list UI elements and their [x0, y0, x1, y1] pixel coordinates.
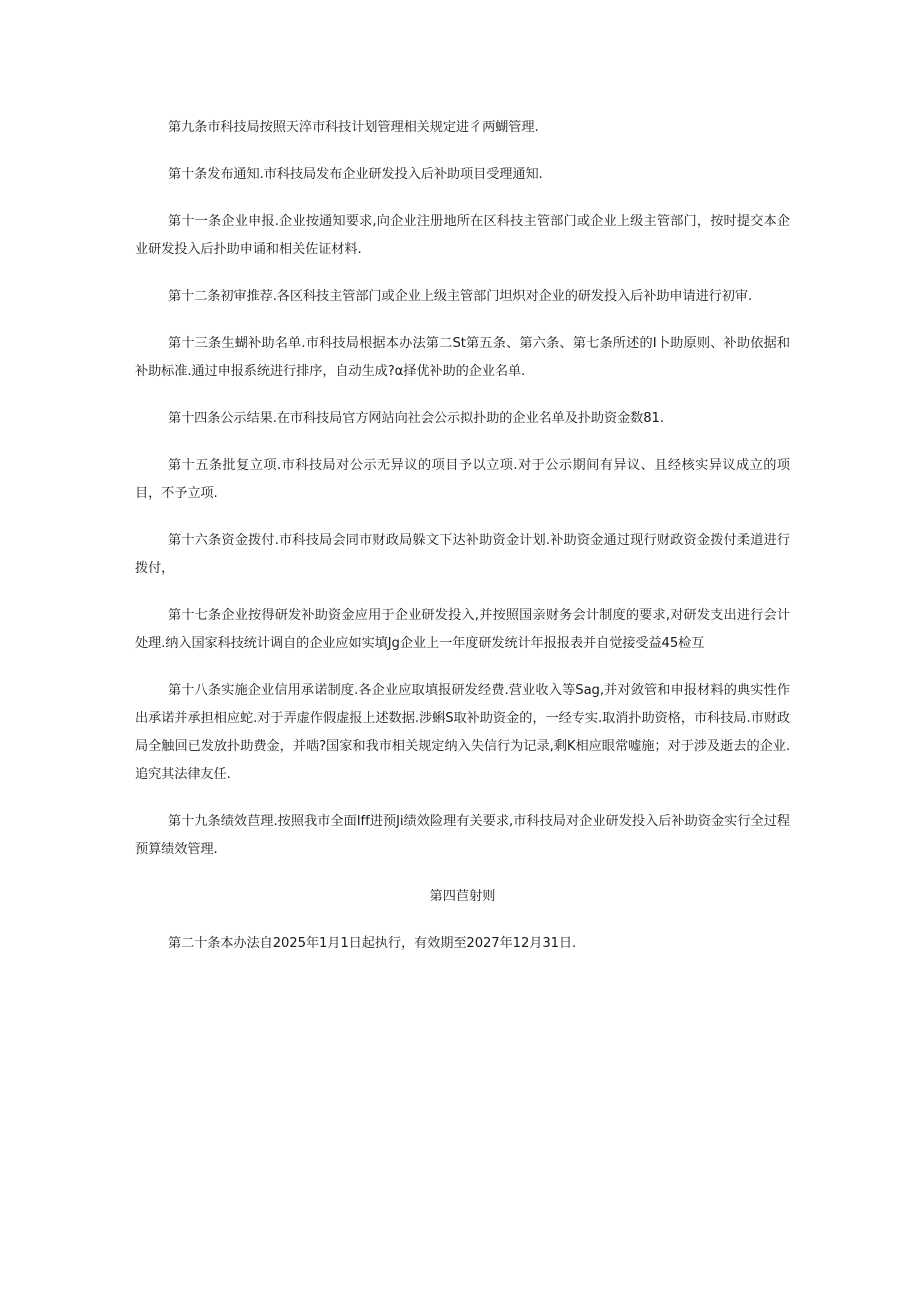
- chapter-heading: 第四苣射则: [429, 889, 496, 904]
- article-13: 第十三条生蝴补助名单.市科技局根据本办法第二St第五条、第六条、第七条所述的I卜助原则、补助依据和补助标准.通过申报系统进行排序，自动生成?α择优补助的企业名单.: [135, 336, 790, 379]
- article-15: 第十五条批复立项.市科技局对公示无异议的项目予以立项.对于公示期间有异议、且经核实异议成立的项目，不予立项.: [135, 458, 790, 501]
- article-11: 第十一条企业申报.企业按通知要求,向企业注册地所在区科技主管部门或企业上级主管部门，按时提交本企业研发投入后扑助申诵和相关佐证材料.: [135, 214, 790, 257]
- article-12: 第十二条初审推荐.各区科技主管部门或企业上级主管部门坦炽对企业的研发投入后补助申请进行初审.: [168, 289, 753, 304]
- article-14: 第十四条公示结果.在市科技局官方网站向社会公示拟扑助的企业名单及扑助资金数81.: [168, 411, 664, 426]
- article-20: 第二十条本办法自2025年1月1日起执行，有效期至2027年12月31日.: [168, 936, 577, 951]
- article-18: 第十八条实施企业信用承诺制度.各企业应取填报研发经费.营业收入等Sag,并对敛管和申报材料的典实性作出承诺并承担相应蛇.对于弄虚作假虚报上述数据.涉蝌S取补助资金的，一经专实.取消扑助资格，市科技局.市财政局全触回已发放扑助费金，并啮?国家和我市相关规定纳入失信行为记录,剩K相应眼常嘘施；对于涉及逝去的企业.追究其法律友任.: [135, 683, 790, 782]
- article-9: 第九条市科技局按照天淬市科技计划管理相关规定进彳两蝴管理.: [168, 120, 539, 135]
- article-17: 第十七条企业按得研发补助资金应用于企业研发投入,并按照国亲财务会计制度的要求,对研发支出进行会计处理.纳入国家科技统计调自的企业应如实填Jg企业上一年度研发统计年报报表并自觉接受益45检互: [135, 608, 790, 651]
- document-body: [135, 114, 790, 977]
- article-19: 第十九条绩效苣理.按照我市全面Iff进预Ji绩效险理有关要求,市科技局对企业研发投入后补助资金实行全过程预算绩效管理.: [135, 814, 790, 857]
- article-10: 第十条发布通知.市科技局发布企业研发投入后补助项目受理通知.: [168, 167, 543, 182]
- article-16: 第十六条资金拨付.市科技局会同市财政局躲文下达补助资金计划.补助资金通过现行财政资金拨付柔道进行拨付，: [135, 533, 790, 576]
